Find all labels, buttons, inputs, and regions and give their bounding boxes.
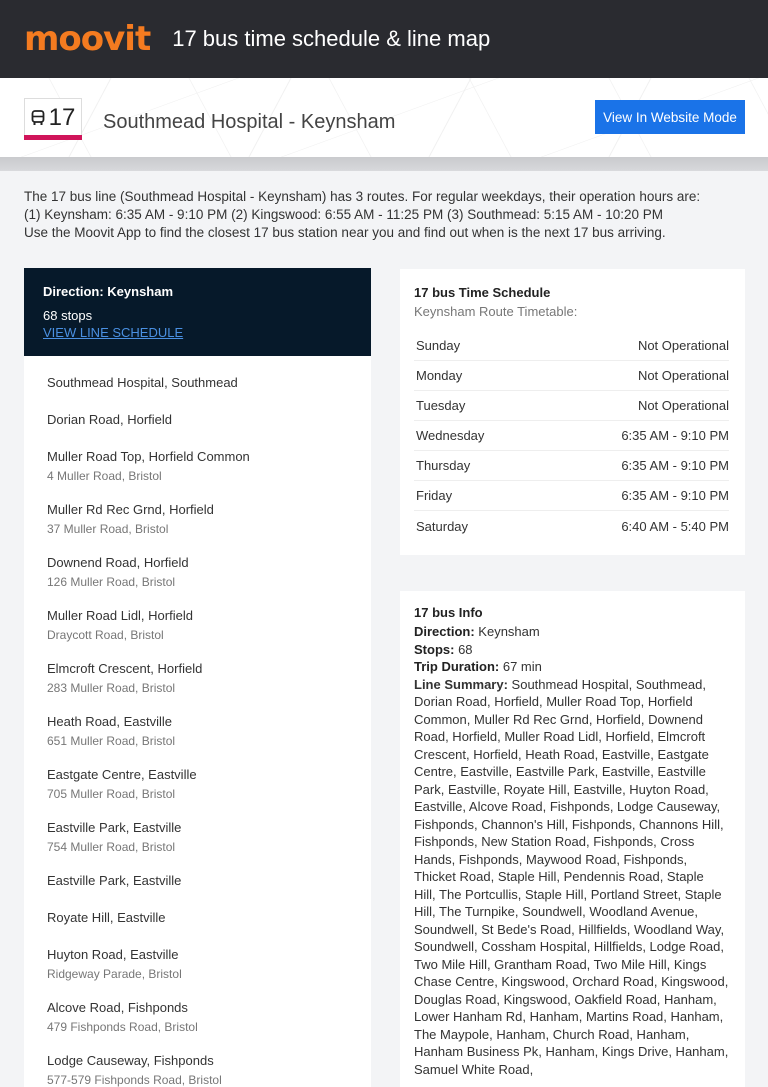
day-label: Saturday <box>416 518 469 534</box>
stop-name: Alcove Road, Fishponds <box>47 1000 188 1015</box>
route-badge <box>24 98 82 136</box>
schedule-table <box>414 331 729 541</box>
hours-value: Not Operational <box>637 368 729 383</box>
direction-title: Direction: Keynsham <box>43 284 174 299</box>
hours-value: Not Operational <box>637 398 729 413</box>
hours-value: 6:35 AM - 9:10 PM <box>621 488 729 503</box>
schedule-row <box>414 451 729 481</box>
info-direction <box>414 623 729 641</box>
intro-line: (1) Keynsham: 6:35 AM - 9:10 PM (2) Kingswood: 6:55 AM - 11:25 PM (3) Southmead: 5:15 AM - 10:20 PM <box>24 207 664 222</box>
day-label: Sunday <box>416 338 461 353</box>
schedule-row <box>414 481 729 511</box>
stop-name: Downend Road, Horfield <box>47 555 189 570</box>
stop-name: Heath Road, Eastville <box>47 714 173 729</box>
stop-address: 577-579 Fishponds Road, Bristol <box>47 1073 222 1087</box>
info-stops <box>414 641 729 659</box>
stop-address: Ridgeway Parade, Bristol <box>47 967 182 981</box>
stops-count: 68 stops <box>43 308 93 323</box>
summary-label: Line Summary: <box>414 676 508 692</box>
intro-line: The 17 bus line (Southmead Hospital - Keynsham) has 3 routes. For regular weekdays, their operation hours are: <box>24 189 701 204</box>
stop-name: Eastgate Centre, Eastville <box>47 767 197 782</box>
day-label: Thursday <box>416 458 471 473</box>
stops-label: Stops: <box>414 641 455 657</box>
stop-item[interactable] <box>47 536 371 589</box>
summary-value: Southmead Hospital, Southmead, Dorian Road, Horfield, Muller Road Top, Horfield Common, Muller Rd Rec Grnd, Horfield, Downend Road, Horfield, Muller Road Lidl, Horfield, Elmcroft Crescent, Horfield, Heath Road, Eastville, Eastgate Centre, Eastville, Eastville Park, Eastville, Eastville Park, Eastville, Royate Hill, Eastville, Huyton Road, Eastville, Alcove Road, Fishponds, Lodge Causeway, Fishponds, Channon's Hill, Fishponds, Channons Hill, Fishponds, New Station Road, Fishponds, Cross Hands, Fishponds, Maywood Road, Fishponds, Thicket Road, Staple Hill, Pendennis Road, Staple Hill, The Portcullis, Staple Hill, Portland Street, Staple Hill, The Turnpike, Soundwell, Woodland Avenue, Soundwell, St Bede's Road, Hillfields, Woodland Way, Soundwell, Cossham Hospital, Hillfields, Lodge Road, Two Mile Hill, Grantham Road, Two Mile Hill, Kings Chase Centre, Kingswood, Orchard Road, Kingswood, Douglas Road, Kingswood, Oakfield Road, Hanham, Lower Hanham Rd, Hanham, Martins Road, Hanham, The Maypole, Hanham, Church Road, Hanham, Hanham Business Pk, Hanham, Kings Drive, Hanham, Samuel White Road, <box>414 676 729 1077</box>
hours-value: Not Operational <box>637 338 729 353</box>
top-bar <box>0 0 768 78</box>
schedule-row <box>414 331 729 361</box>
schedule-subtitle: Keynsham Route Timetable: <box>414 304 578 319</box>
bus-info-card <box>400 591 745 1087</box>
duration-label: Trip Duration: <box>414 659 500 674</box>
stop-address: 4 Muller Road, Bristol <box>47 469 162 483</box>
stops-card <box>24 268 371 1087</box>
info-duration <box>414 658 729 676</box>
stop-item[interactable] <box>47 748 371 801</box>
info-title: 17 bus Info <box>414 605 483 620</box>
schedule-row <box>414 421 729 451</box>
route-header <box>0 78 768 157</box>
stop-address: 651 Muller Road, Bristol <box>47 734 176 748</box>
stop-item[interactable] <box>47 801 371 854</box>
stop-item[interactable] <box>47 695 371 748</box>
hours-value: 6:40 AM - 5:40 PM <box>621 518 729 534</box>
view-line-schedule-link[interactable]: VIEW LINE SCHEDULE <box>43 325 184 340</box>
stop-item[interactable] <box>47 589 371 642</box>
stop-item[interactable] <box>47 981 371 1034</box>
direction-value: Keynsham <box>478 624 540 639</box>
moovit-logo[interactable]: moovit <box>24 19 151 59</box>
schedule-title: 17 bus Time Schedule <box>414 285 551 300</box>
schedule-row <box>414 361 729 391</box>
stop-address: Draycott Road, Bristol <box>47 628 164 642</box>
stop-item[interactable] <box>47 854 371 891</box>
stop-name: Southmead Hospital, Southmead <box>47 375 238 390</box>
stop-name: Eastville Park, Eastville <box>47 873 182 888</box>
route-name: Southmead Hospital - Keynsham <box>103 111 396 133</box>
stop-address: 283 Muller Road, Bristol <box>47 681 176 695</box>
stop-address: 126 Muller Road, Bristol <box>47 575 176 589</box>
stop-item[interactable] <box>47 642 371 695</box>
stop-name: Muller Rd Rec Grnd, Horfield <box>47 502 214 517</box>
stop-name: Elmcroft Crescent, Horfield <box>47 661 203 676</box>
stop-item[interactable] <box>47 483 371 536</box>
day-label: Wednesday <box>416 428 485 443</box>
stop-name: Dorian Road, Horfield <box>47 412 173 427</box>
intro-text <box>24 188 744 242</box>
stop-address: 705 Muller Road, Bristol <box>47 787 176 801</box>
stop-name: Royate Hill, Eastville <box>47 910 166 925</box>
stop-item[interactable] <box>47 1034 371 1087</box>
stop-name: Lodge Causeway, Fishponds <box>47 1053 214 1068</box>
stop-address: 479 Fishponds Road, Bristol <box>47 1020 198 1034</box>
stop-item[interactable] <box>47 928 371 981</box>
stop-name: Huyton Road, Eastville <box>47 947 179 962</box>
duration-value: 67 min <box>502 659 542 674</box>
hours-value: 6:35 AM - 9:10 PM <box>621 428 729 443</box>
intro-line: Use the Moovit App to find the closest 17 bus station near you and find out when is the next 17 bus arriving. <box>24 225 666 240</box>
stop-list <box>24 356 371 1087</box>
schedule-row <box>414 511 729 541</box>
route-number: 17 <box>48 103 76 131</box>
view-website-mode-button[interactable]: View In Website Mode <box>595 100 745 134</box>
day-label: Friday <box>416 488 453 503</box>
stop-item[interactable] <box>47 891 371 928</box>
day-label: Monday <box>416 368 463 383</box>
stop-address: 37 Muller Road, Bristol <box>47 522 169 536</box>
schedule-row <box>414 391 729 421</box>
line-summary <box>414 676 729 1079</box>
day-label: Tuesday <box>416 398 466 413</box>
stop-name: Muller Road Top, Horfield Common <box>47 449 250 464</box>
direction-label: Direction: <box>414 624 475 639</box>
hours-value: 6:35 AM - 9:10 PM <box>621 458 729 473</box>
stop-address: 754 Muller Road, Bristol <box>47 840 176 854</box>
stop-item[interactable] <box>47 393 371 430</box>
stop-item[interactable] <box>47 430 371 483</box>
page-title: 17 bus time schedule & line map <box>172 26 491 51</box>
stops-value: 68 <box>458 641 473 657</box>
schedule-card <box>400 269 745 555</box>
stop-item[interactable] <box>47 356 371 393</box>
bus-icon <box>31 110 45 126</box>
divider <box>0 157 768 171</box>
stop-name: Eastville Park, Eastville <box>47 820 182 835</box>
stop-name: Muller Road Lidl, Horfield <box>47 608 193 623</box>
direction-header <box>24 268 371 356</box>
